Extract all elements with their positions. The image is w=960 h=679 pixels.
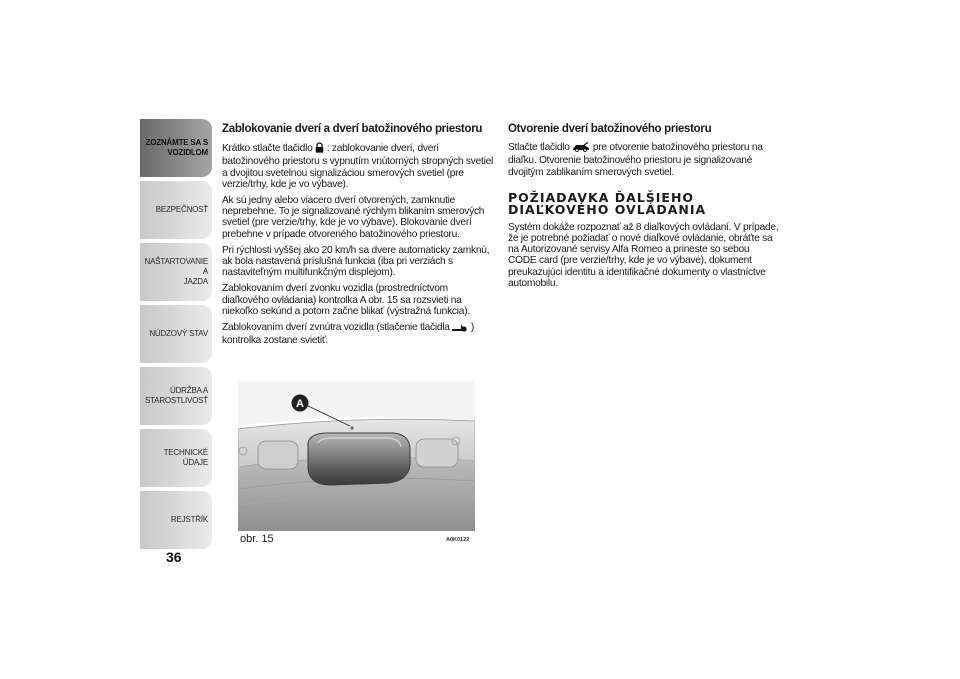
tab-label: BEZPEČNOSŤ	[155, 205, 208, 214]
figure-illustration	[238, 381, 475, 531]
section-title-remote: POŽIADAVKA ĎALŠIEHO DIAĽKOVÉHO OVLÁDANIA	[508, 189, 707, 217]
tab-zoznamte-sa-s-vozidlom[interactable]	[140, 119, 212, 177]
tab-label: NÚDZOVÝ STAV	[149, 329, 208, 338]
paragraph	[222, 142, 494, 190]
section-heading-trunk: Otvorenie dverí batožinového priestoru	[508, 123, 712, 135]
text: Krátko stlačte tlačidlo	[222, 143, 313, 155]
tab-bezpecnost[interactable]	[140, 181, 212, 239]
chapter-tabs	[140, 119, 212, 553]
section-heading-locking: Zablokovanie dverí a dverí batožinového priestoru	[222, 123, 483, 135]
tab-label: REJSTŘÍK	[170, 515, 208, 524]
left-column	[222, 124, 494, 351]
paragraph: Pri rýchlosti vyššej ako 20 km/h sa dvere automaticky zamknú, ak bola nastavená príslušná funkcia (iba pri verziách s nastaviteľným multifunkčným displejom).	[222, 244, 490, 279]
door-lock-button-icon	[452, 324, 468, 335]
paragraph: Systém dokáže rozpoznať až 8 diaľkových ovládaní. V prípade, že je potrebné požiadať o nové diaľkové ovládanie, obráťte sa na Autorizované servisy Alfa Romeo a prineste so sebou CODE card (pre verzie/trhy, kde je vo výbave), dokument preukazujúci identitu a identifikačné dokumenty o vlastníctve automobilu.	[508, 221, 779, 289]
tab-label: NAŠTARTOVANIE A JAZDA	[144, 257, 208, 286]
lock-icon	[315, 142, 324, 156]
tab-udrzba-a-starostlivost[interactable]	[140, 367, 212, 425]
figure-code: A0K0122	[446, 537, 470, 543]
text: Zablokovaním dverí zvnútra vozidla (stlačenie tlačidla	[222, 322, 450, 334]
paragraph	[222, 322, 494, 346]
trunk-open-icon	[572, 142, 590, 155]
paragraph	[508, 142, 780, 178]
text: pre otvorenie batožinového priestoru na diaľku. Otvorenie batožinového priestoru je signalizované dvojitým zablikaním smerových svetiel.	[508, 142, 763, 178]
tab-nastartovanie-a-jazda[interactable]	[140, 243, 212, 301]
right-column	[508, 124, 780, 294]
text: : zablokovanie dverí, dverí batožinového priestoru s vypnutím vnútorných stropných svetiel a dvojitou svetelnou signalizáciou smerových svetiel (pre verzie/trhy, kde je vo výbave).	[222, 143, 494, 190]
text: Stlačte tlačidlo	[508, 142, 570, 154]
tab-label: TECHNICKÉ ÚDAJE	[163, 448, 208, 467]
paragraph: Ak sú jedny alebo viacero dverí otvorených, zamknutie neprebehne. To je signalizované rýchlym blikaním smerových svetiel (pre verzie/trhy, kde je vo výbave). Blokovanie dverí prebehne v prípade otvoreného batožinového priestoru.	[222, 195, 485, 240]
figure-caption: obr. 15	[240, 533, 274, 545]
tab-label: ÚDRŽBA A STAROSTLIVOSŤ	[144, 386, 208, 405]
callout-label: A	[296, 398, 304, 410]
figure-door-lock-button	[238, 381, 475, 531]
paragraph: Zablokovaním dverí zvonku vozidla (prostredníctvom diaľkového ovládania) kontrolka A obr. 15 sa rozsvieti na niekoľko sekúnd a potom začne blikať (výstražná funkcia).	[222, 283, 470, 317]
tab-technicke-udaje[interactable]	[140, 429, 212, 487]
text: ) kontrolka zostane svietiť.	[222, 322, 475, 347]
tab-rejstrik[interactable]	[140, 491, 212, 549]
tab-nudzovy-stav[interactable]	[140, 305, 212, 363]
tab-label: ZOZNÁMTE SA S VOZIDLOM	[145, 138, 208, 157]
page-number: 36	[166, 549, 182, 565]
